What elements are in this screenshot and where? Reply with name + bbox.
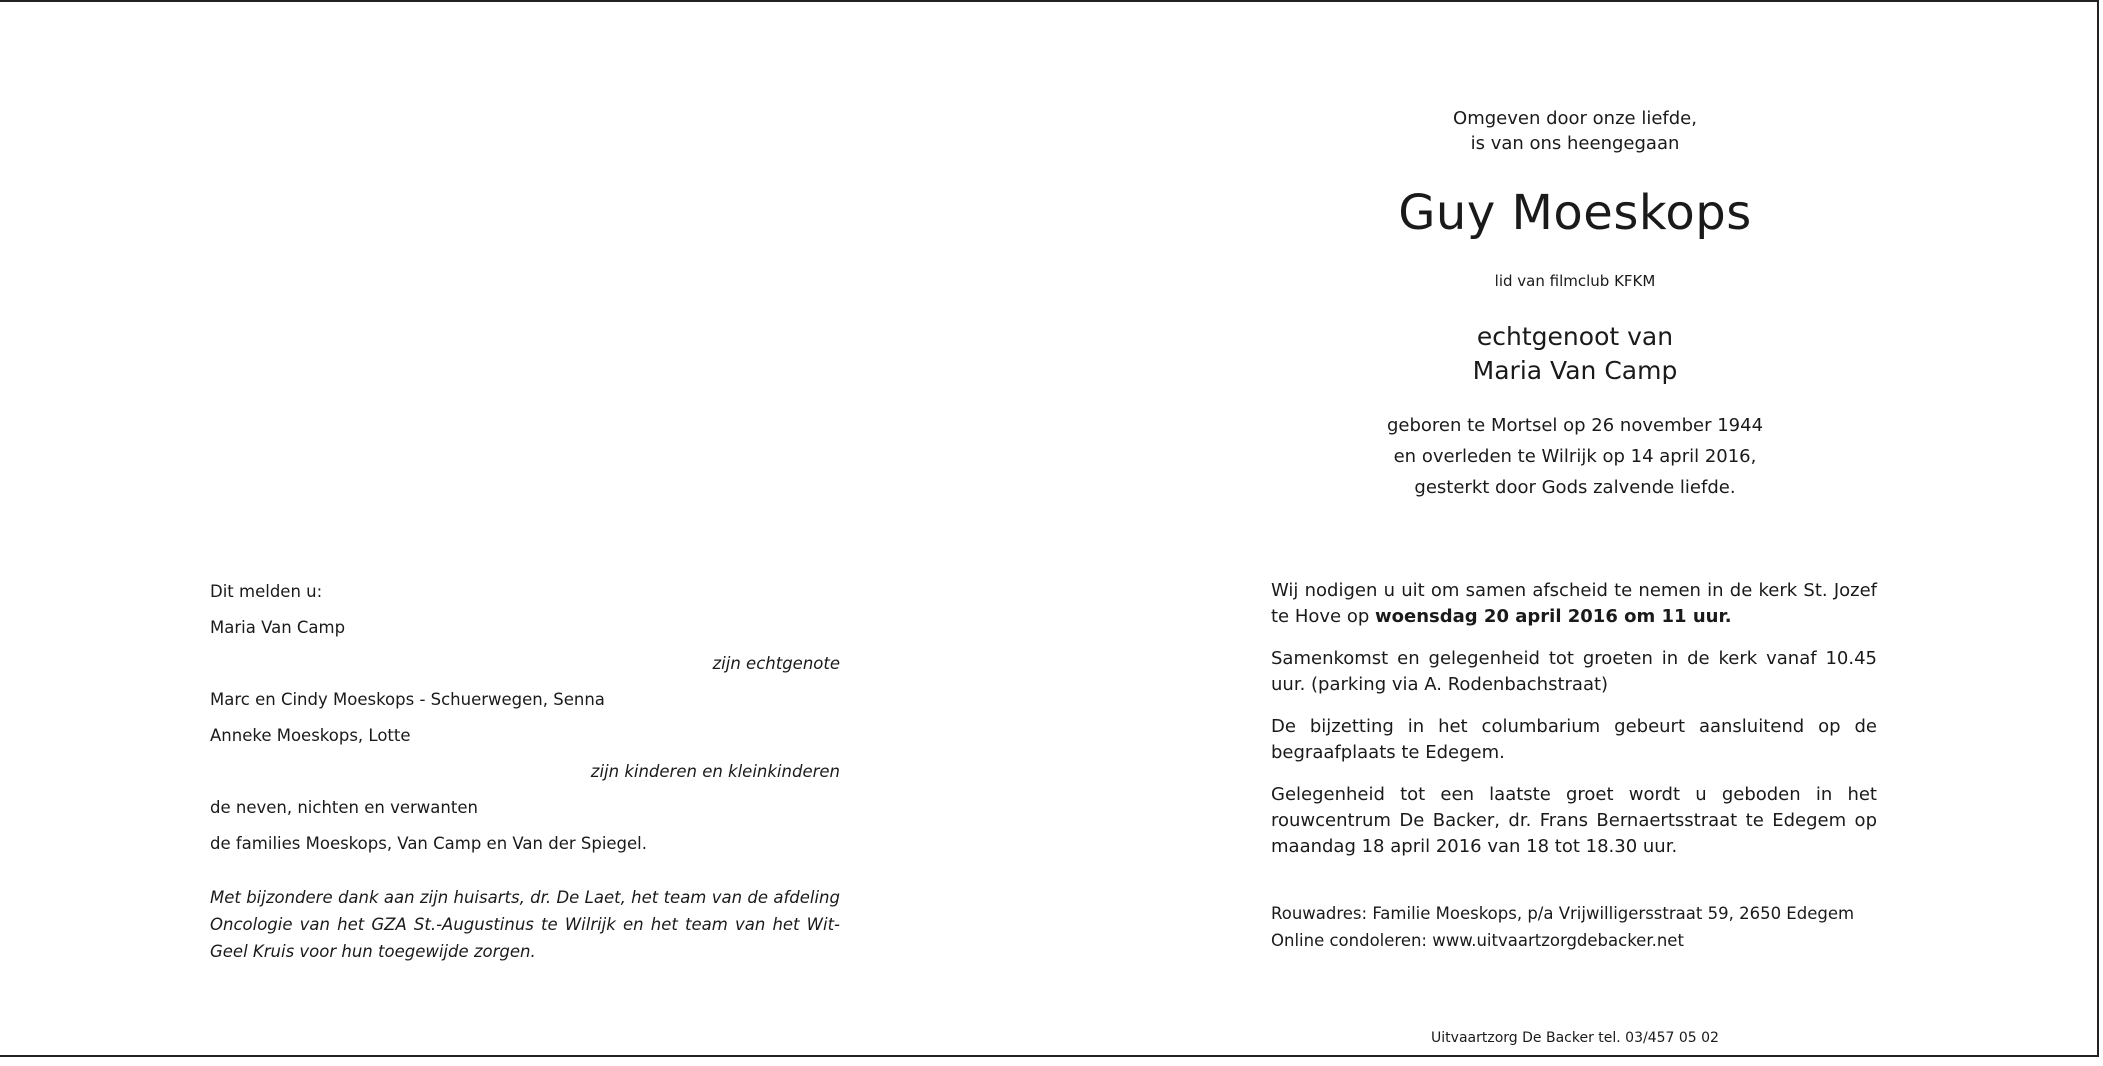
families-entry: de families Moeskops, Van Camp en Van der Spiegel. xyxy=(210,834,648,853)
intro-line-1: Omgeven door onze liefde, xyxy=(1453,108,1697,129)
children-role: zijn kinderen en kleinkinderen xyxy=(590,762,840,781)
child-entry: Anneke Moeskops, Lotte xyxy=(210,726,411,745)
ceremony-info xyxy=(1271,578,1877,876)
invitation-paragraph xyxy=(1271,578,1877,630)
mourning-address: Rouwadres: Familie Moeskops, p/a Vrijwilligersstraat 59, 2650 Edegem xyxy=(1271,904,1855,923)
deceased-name: Guy Moeskops xyxy=(1398,185,1752,241)
child-entry: Marc en Cindy Moeskops - Schuerwegen, Senna xyxy=(210,690,605,709)
birth-line: geboren te Mortsel op 26 november 1944 xyxy=(1386,415,1764,436)
announcement-heading: Dit melden u: xyxy=(210,582,323,601)
club-membership: lid van filmclub KFKM xyxy=(1494,272,1656,290)
spouse-role: zijn echtgenote xyxy=(712,654,840,673)
spouse-entry: Maria Van Camp xyxy=(210,618,346,637)
intro-line-2: is van ons heengegaan xyxy=(1470,133,1680,154)
gathering-paragraph: Samenkomst en gelegenheid tot groeten in de kerk vanaf 10.45 uur. (parking via A. Rodenbachstraat) xyxy=(1271,648,1877,695)
relatives-entry: de neven, nichten en verwanten xyxy=(210,798,478,817)
funeral-home-footer: Uitvaartzorg De Backer tel. 03/457 05 02 xyxy=(1431,1030,1719,1046)
spouse-name: Maria Van Camp xyxy=(1472,356,1678,385)
death-line: en overleden te Wilrijk op 14 april 2016, xyxy=(1393,446,1757,467)
invitation-date: woensdag 20 april 2016 om 11 uur. xyxy=(1375,606,1732,627)
online-condolence: Online condoleren: www.uitvaartzorgdebacker.net xyxy=(1271,931,1684,950)
spouse-block xyxy=(1260,320,1890,388)
thanks-text: Met bijzondere dank aan zijn huisarts, dr. De Laet, het team van de afdeling Oncologie van het GZA St.-Augustinus te Wilrijk en het team van het Wit-Geel Kruis voor hun toegewijde zorgen. xyxy=(210,888,840,961)
blessing-line: gesterkt door Gods zalvende liefde. xyxy=(1414,477,1736,498)
visitation-paragraph: Gelegenheid tot een laatste groet wordt u geboden in het rouwcentrum De Backer, dr. Frans Bernaertsstraat te Edegem op maandag 18 april 2016 van 18 tot 18.30 uur. xyxy=(1271,784,1877,857)
intro-text xyxy=(1260,106,1890,156)
life-dates xyxy=(1260,410,1890,503)
burial-paragraph: De bijzetting in het columbarium gebeurt aansluitend op de begraafplaats te Edegem. xyxy=(1271,716,1877,763)
spouse-relation: echtgenoot van xyxy=(1476,322,1674,351)
invitation-text: Wij nodigen u uit om samen afscheid te nemen in de kerk St. Jozef te Hove op xyxy=(1271,580,1877,627)
family-announcement xyxy=(210,578,840,965)
contact-info xyxy=(1271,900,1877,954)
